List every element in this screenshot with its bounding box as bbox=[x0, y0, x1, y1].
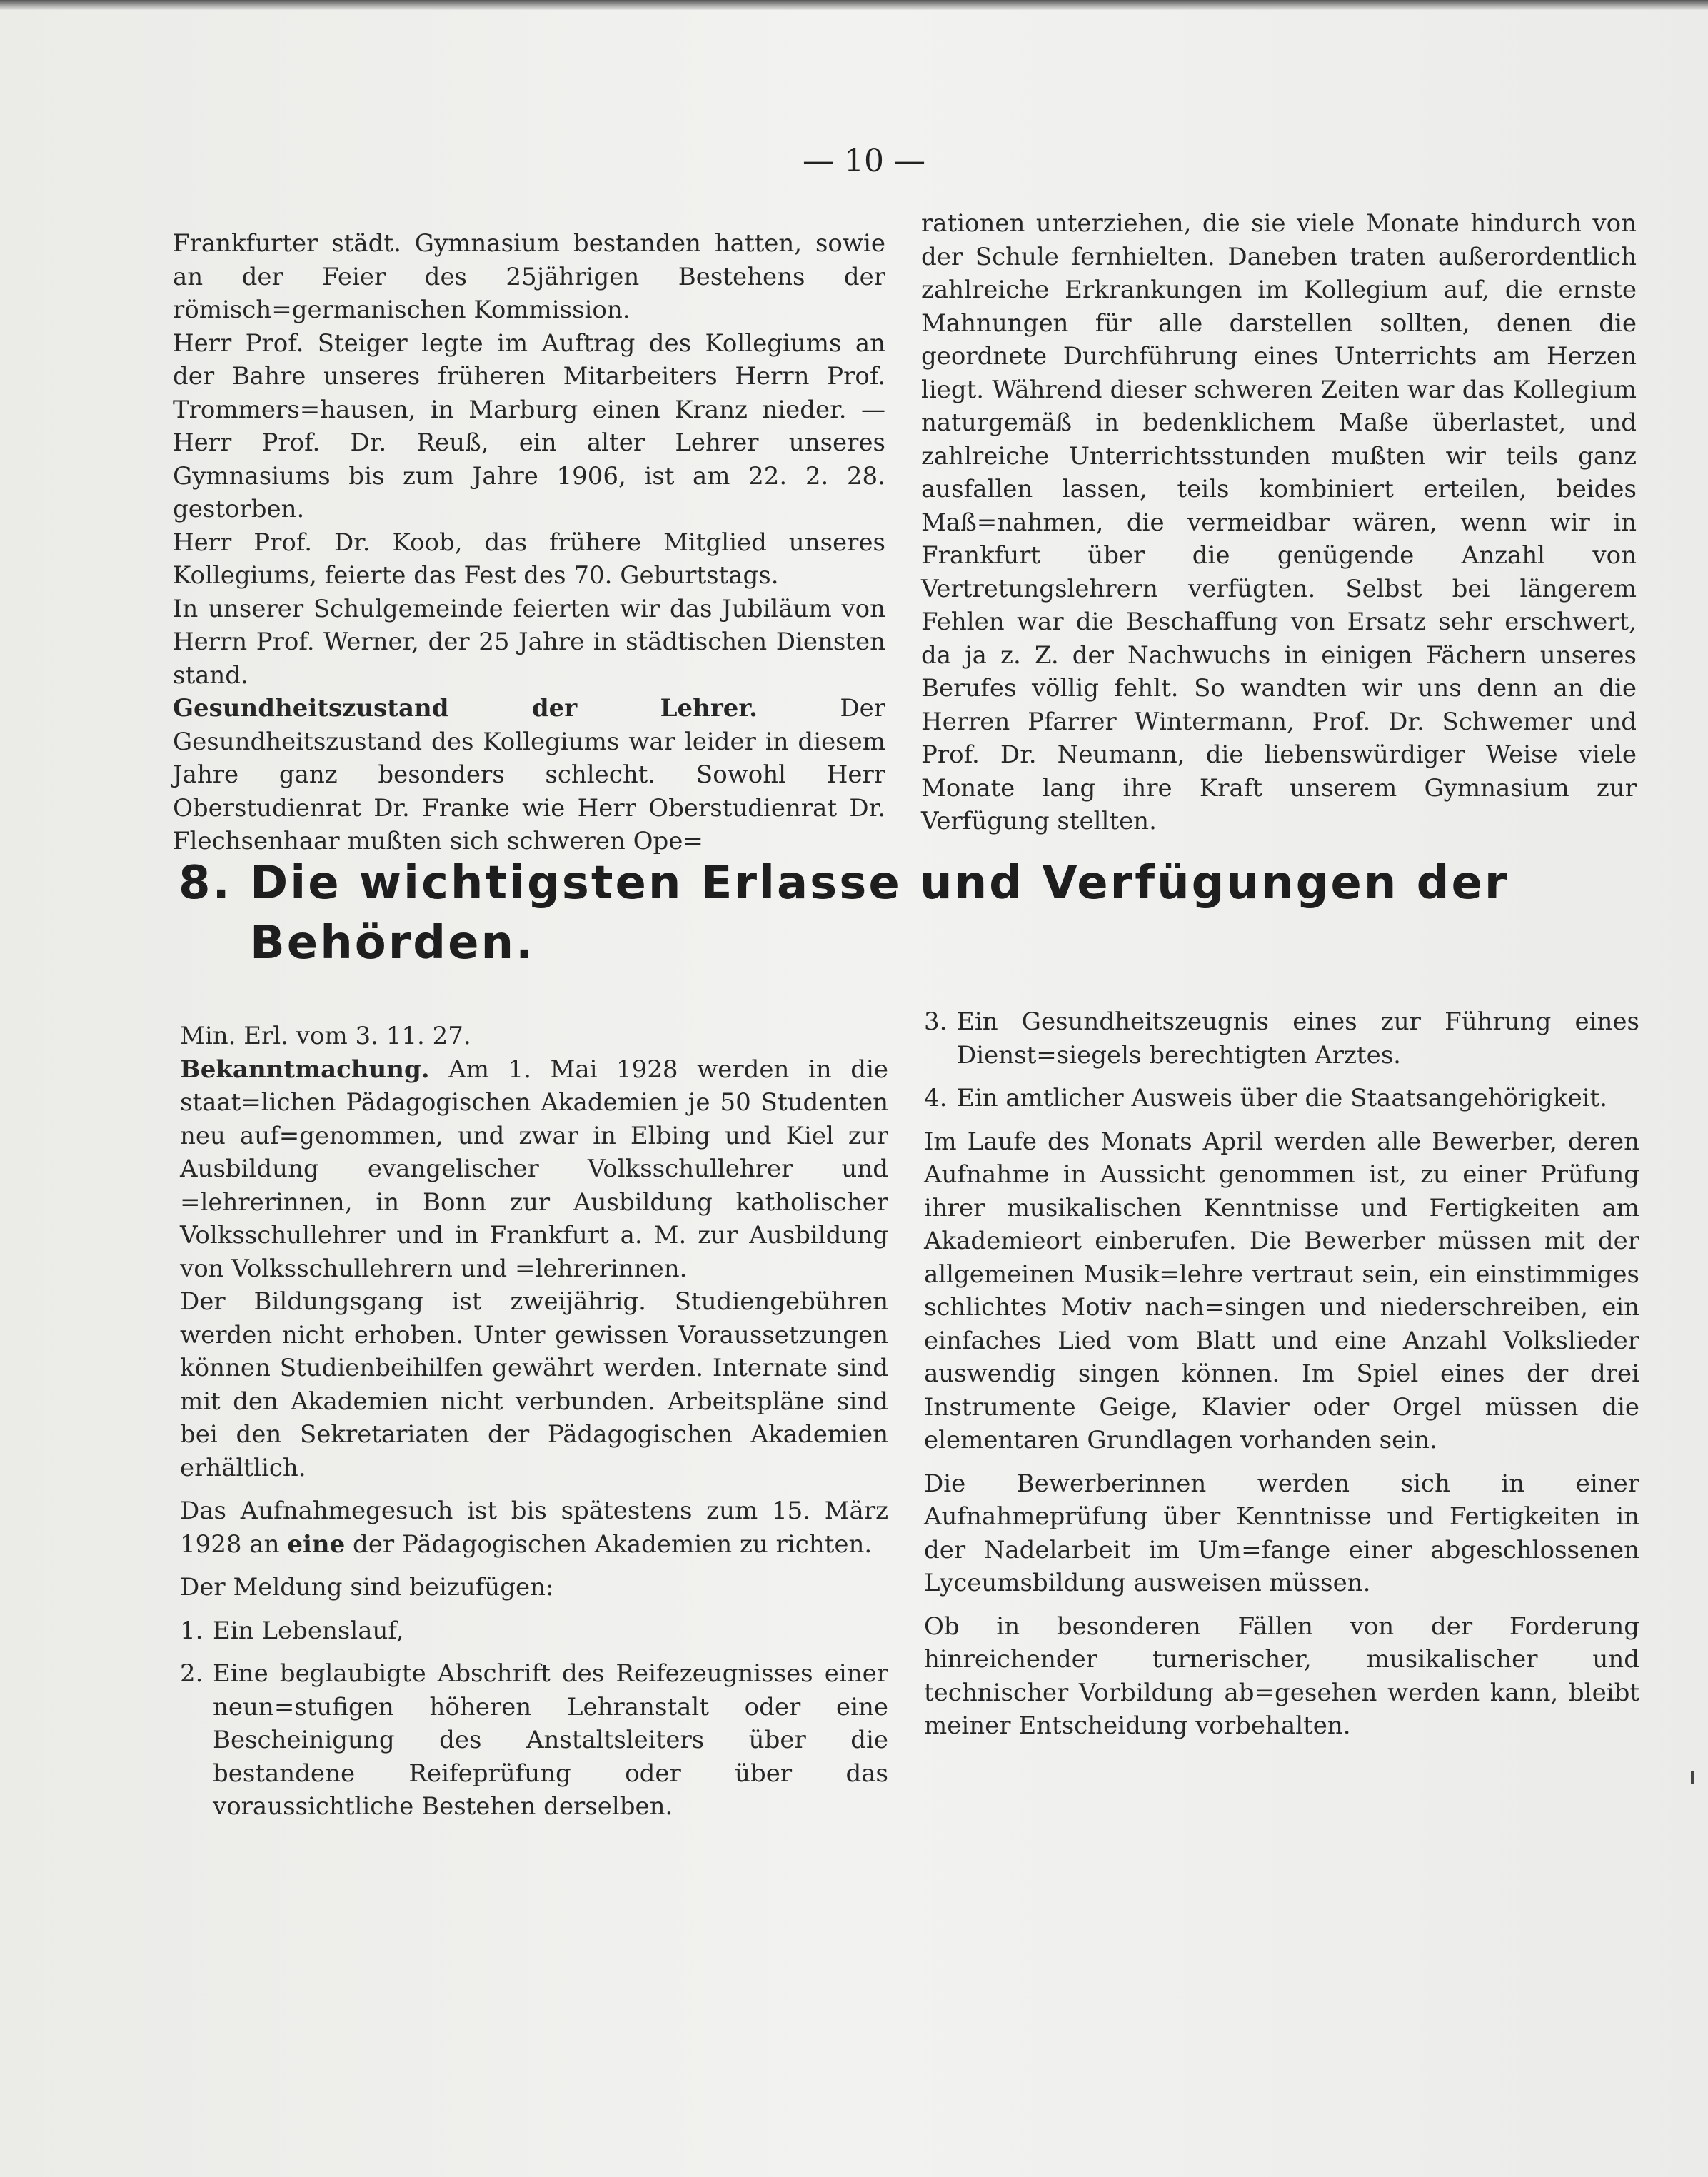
health-text: Der Gesundheitszustand des Kollegiums war leider in diesem Jahre ganz besonders schlecht. Sowohl Herr Oberstudienrat Dr. Franke wie Herr Oberstudienrat Dr. Flechsenhaar mußten sich schweren Ope= bbox=[173, 694, 885, 855]
paragraph-health bbox=[173, 692, 885, 858]
list-item-number: 4. bbox=[924, 1084, 948, 1112]
paragraph-koob: Herr Prof. Dr. Koob, das frühere Mitglied unseres Kollegiums, feierte das Fest des 70. Geburtstags. bbox=[173, 528, 885, 590]
margin-mark bbox=[1691, 1771, 1694, 1784]
paragraph-needlework-exam: Die Bewerberinnen werden sich in einer Aufnahmeprüfung über Kenntnisse und Fertigkeiten in der Nadelarbeit im Um=fange einer abgeschlossenen Lyceumsbildung ausweisen müssen. bbox=[924, 1469, 1639, 1597]
page-top-edge bbox=[0, 0, 1708, 10]
list-item-number: 2. bbox=[180, 1659, 204, 1688]
top-right-column bbox=[921, 207, 1637, 838]
paragraph-announcement bbox=[180, 1053, 888, 1286]
section-heading bbox=[179, 853, 1578, 973]
list-item-text: Ein Lebenslauf, bbox=[213, 1616, 404, 1645]
section-heading-line2: Behörden. bbox=[250, 917, 536, 970]
paragraph-steiger: Herr Prof. Steiger legte im Auftrag des Kollegiums an der Bahre unseres früheren Mitarbeiters Herrn Prof. Trommers=hausen, in Marburg einen Kranz nieder. — Herr Prof. Dr. Reuß, ein alter Lehrer unseres Gymnasiums bis zum Jahre 1906, ist am 22. 2. 28. gestorben. bbox=[173, 328, 885, 523]
attachments-intro: Der Meldung sind beizufügen: bbox=[180, 1573, 554, 1602]
list-item bbox=[180, 1657, 888, 1824]
bottom-right-column bbox=[924, 1005, 1639, 1743]
list-item bbox=[180, 1614, 888, 1648]
announcement-text: Am 1. Mai 1928 werden in die staat=lichen Pädagogischen Akademien je 50 Studenten neu auf=genommen, und zwar in Elbing und Kiel zur Ausbildung evangelischer Volksschullehrer und =lehrerinnen, in Bonn zur Ausbildung katholischer Volksschullehrer und in Frankfurt a. M. zur Ausbildung von Volksschullehrern und =lehrerinnen. bbox=[180, 1055, 888, 1283]
paragraph-operations: rationen unterziehen, die sie viele Monate hindurch von der Schule fernhielten. Daneben traten außerordentlich zahlreiche Erkrankungen im Kollegium auf, die ernste Mahnungen für alle darstellen sollten, denen die geordnete Durchführung eines Unterrichts am Herzen liegt. Während dieser schweren Zeiten war das Kollegium naturgemäß in bedenklichem Maße überlastet, und zahlreiche Unterrichtsstunden mußten wir teils ganz ausfallen lassen, teils kombiniert erteilen, beides Maß=nahmen, die vermeidbar wären, wenn wir in Frankfurt über die genügende Anzahl von Vertretungslehrern verfügten. Selbst bei längerem Fehlen war die Beschaffung von Ersatz sehr erschwert, da ja z. Z. der Nachwuchs in einigen Fächern unseres Berufes völlig fehlt. So wandten wir uns denn an die Herren Pfarrer Wintermann, Prof. Dr. Schwemer und Prof. Dr. Neumann, die liebenswürdiger Weise viele Monate lang ihre Kraft unserem Gymnasium zur Verfügung stellten. bbox=[921, 209, 1637, 835]
paragraph-werner: In unserer Schulgemeinde feierten wir das Jubiläum von Herrn Prof. Werner, der 25 Jahre in städtischen Diensten stand. bbox=[173, 594, 885, 690]
decree-reference: Min. Erl. vom 3. 11. 27. bbox=[180, 1022, 471, 1050]
application-text-after: der Pädagogischen Akademien zu richten. bbox=[353, 1529, 873, 1559]
application-text-before: Das Aufnahmegesuch ist bis spätestens zum 15. März 1928 an bbox=[180, 1497, 888, 1559]
top-left-column bbox=[173, 227, 885, 858]
list-item-text: Ein amtlicher Ausweis über die Staatsangehörigkeit. bbox=[957, 1084, 1608, 1112]
health-heading: Gesundheitszustand der Lehrer. bbox=[173, 694, 758, 723]
list-item-number: 1. bbox=[180, 1616, 204, 1645]
bottom-left-column bbox=[180, 1020, 888, 1824]
paragraph-exemption: Ob in besonderen Fällen von der Forderung hinreichender turnerischer, musikalischer und technischer Vorbildung ab=gesehen werden kann, bleibt meiner Entscheidung vorbehalten. bbox=[924, 1612, 1639, 1740]
page-number: — 10 — bbox=[803, 143, 925, 179]
announcement-label: Bekanntmachung. bbox=[180, 1055, 430, 1084]
list-item-number: 3. bbox=[924, 1007, 948, 1036]
list-item-text: Eine beglaubigte Abschrift des Reifezeugnisses einer neun=stufigen höheren Lehranstalt oder eine Bescheinigung des Anstaltsleiters über die bestandene Reifeprüfung oder über das voraussichtliche Bestehen derselben. bbox=[213, 1659, 888, 1821]
application-emphasis: eine bbox=[287, 1529, 346, 1559]
section-heading-line1: 8. Die wichtigsten Erlasse und Verfügungen der bbox=[179, 857, 1509, 910]
paragraph-commission: Frankfurter städt. Gymnasium bestanden hatten, sowie an der Feier des 25jährigen Bestehens der römisch=germanischen Kommission. bbox=[173, 229, 885, 324]
list-item bbox=[924, 1005, 1639, 1072]
paragraph-application bbox=[180, 1494, 888, 1561]
list-item-text: Ein Gesundheitszeugnis eines zur Führung eines Dienst=siegels berechtigten Arztes. bbox=[957, 1007, 1639, 1070]
list-item bbox=[924, 1082, 1639, 1115]
paragraph-music-exam: Im Laufe des Monats April werden alle Bewerber, deren Aufnahme in Aussicht genommen ist, zu einer Prüfung ihrer musikalischen Kenntnisse und Fertigkeiten am Akademieort einberufen. Die Bewerber müssen mit der allgemeinen Musik=lehre vertraut sein, ein einstimmiges schlichtes Motiv nach=singen und niederschreiben, ein einfaches Lied vom Blatt und eine Anzahl Volkslieder auswendig singen können. Im Spiel eines der drei Instrumente Geige, Klavier oder Orgel müssen die elementaren Grundlagen vorhanden sein. bbox=[924, 1127, 1639, 1454]
paragraph-training: Der Bildungsgang ist zweijährig. Studiengebühren werden nicht erhoben. Unter gewissen Voraussetzungen können Studienbeihilfen gewährt werden. Internate sind mit den Akademien nicht verbunden. Arbeitspläne sind bei den Sekretariaten der Pädagogischen Akademien erhältlich. bbox=[180, 1287, 888, 1482]
